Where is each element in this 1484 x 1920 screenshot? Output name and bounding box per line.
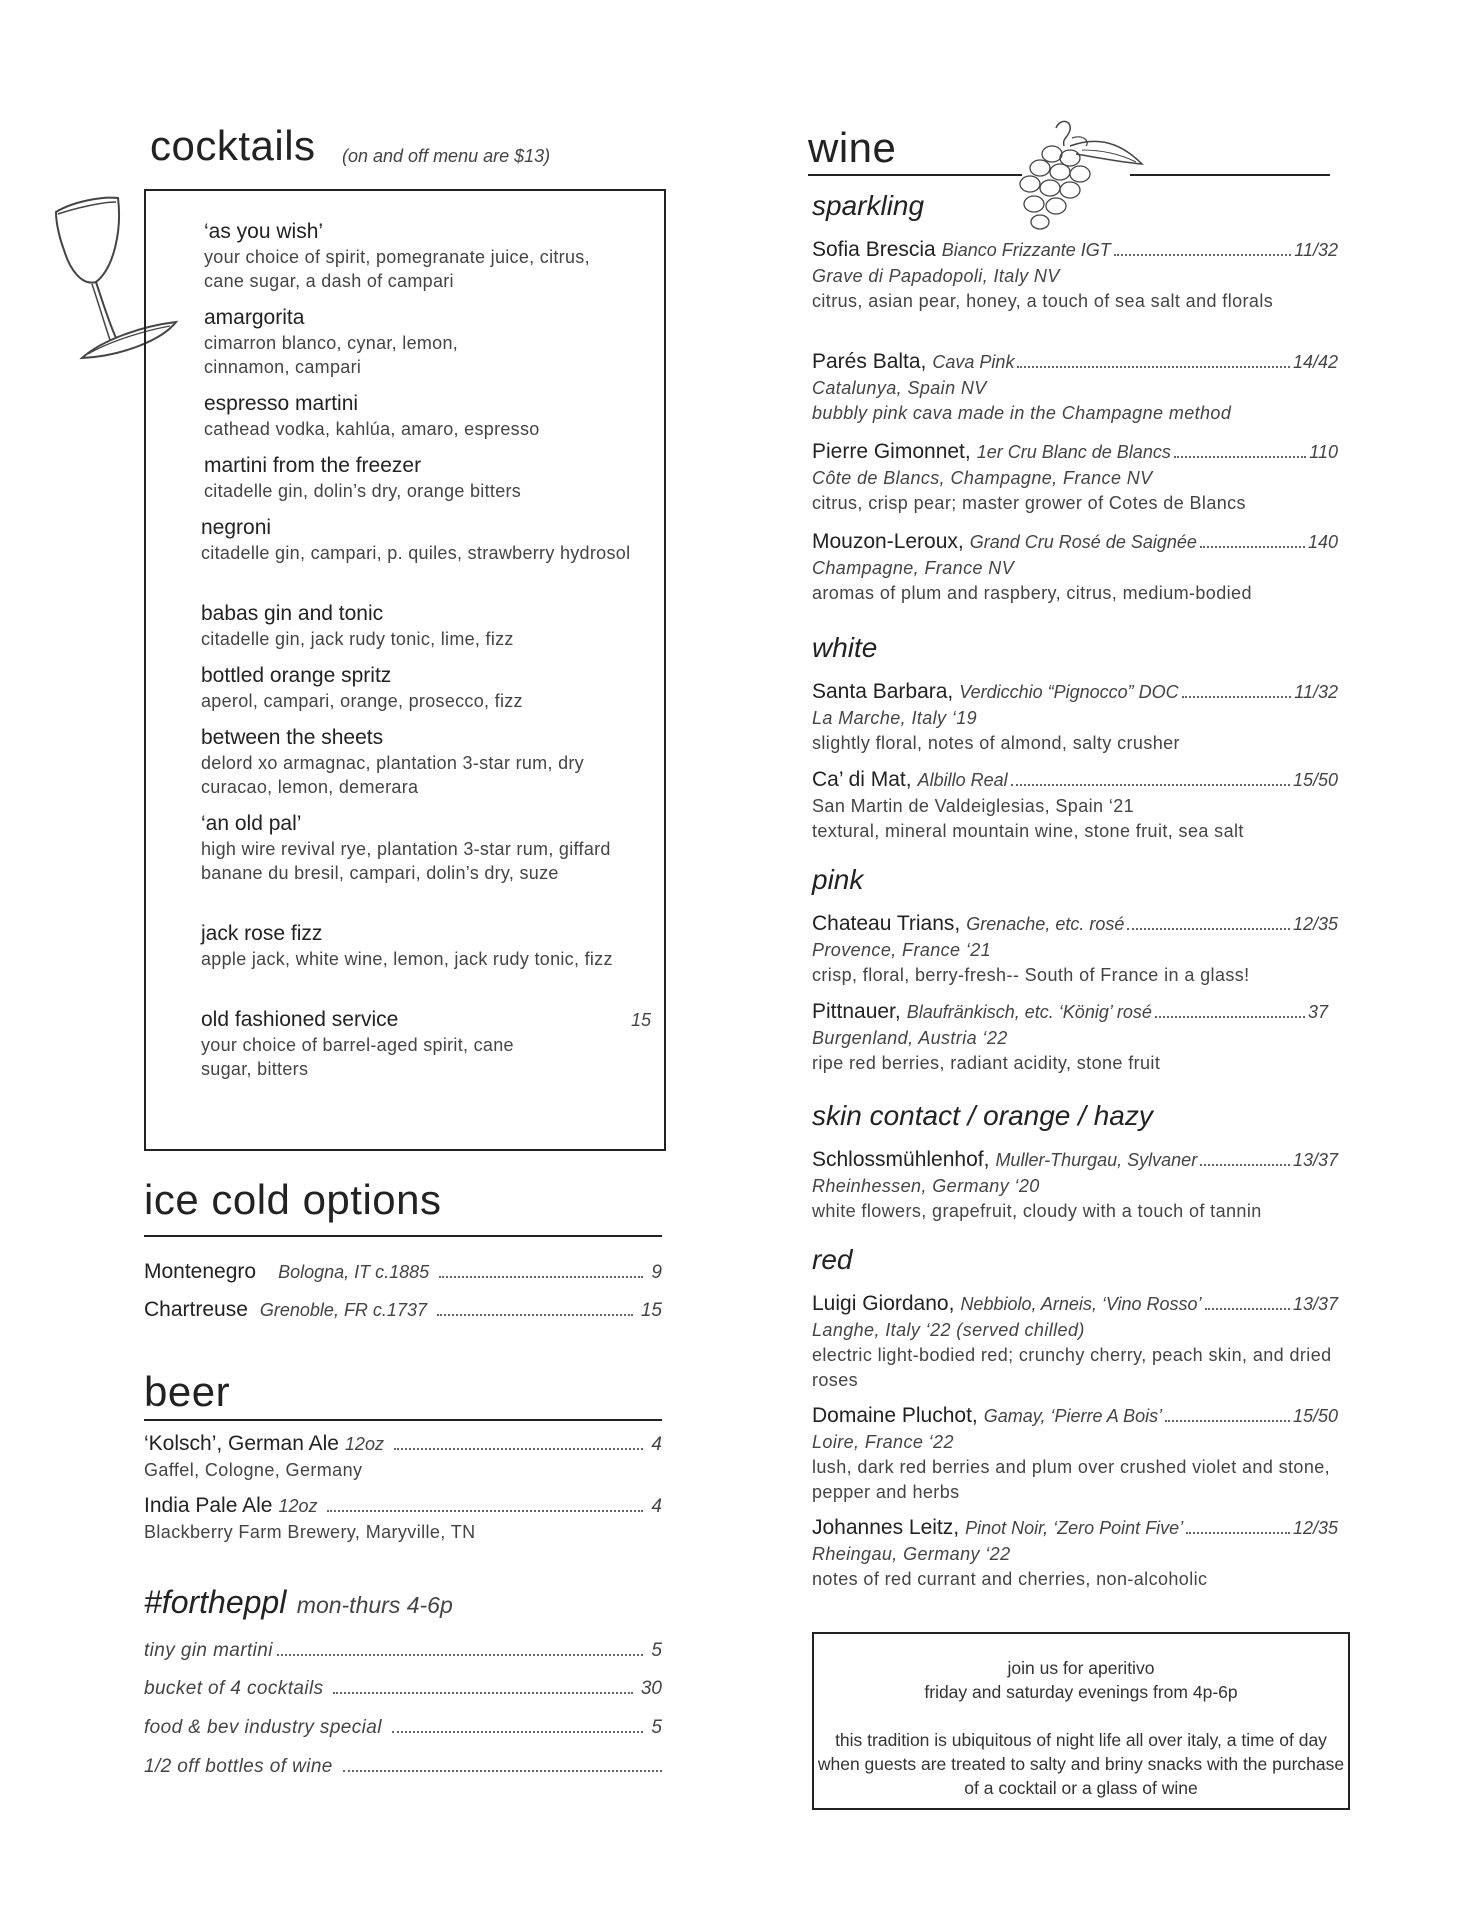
- wine-rule-left: [808, 174, 1022, 176]
- wine-name: Gamay, ‘Pierre A Bois’: [983, 1406, 1163, 1426]
- cocktail-desc: aperol, campari, orange, prosecco, fizz: [201, 691, 523, 711]
- wine-name: Muller-Thurgau, Sylvaner: [995, 1150, 1198, 1170]
- cocktail-name: ‘an old pal’: [201, 812, 302, 835]
- cocktail-item: [204, 391, 624, 441]
- wine-notes: slightly floral, notes of almond, salty crusher: [812, 733, 1180, 753]
- wine-notes: white flowers, grapefruit, cloudy with a touch of tannin: [812, 1201, 1262, 1221]
- ice-cold-rule: [144, 1235, 662, 1237]
- beer-rule: [144, 1419, 662, 1421]
- cocktail-item: [204, 219, 624, 293]
- wine-notes: ripe red berries, radiant acidity, stone fruit: [812, 1053, 1161, 1073]
- wine-region: La Marche, Italy ‘19: [812, 708, 978, 728]
- beer-brewery: Gaffel, Cologne, Germany: [144, 1460, 363, 1480]
- wine-price: 140: [1307, 532, 1338, 552]
- cocktail-name: ‘as you wish’: [204, 220, 324, 243]
- wine-price: 13/37: [1292, 1294, 1338, 1314]
- cocktail-desc: citadelle gin, campari, p. quiles, strawberry hydrosol: [201, 543, 631, 563]
- spirit-origin: Grenoble, FR c.1737: [259, 1300, 427, 1320]
- cocktail-item: [201, 725, 621, 799]
- wine-name: Grand Cru Rosé de Saignée: [969, 532, 1197, 552]
- cocktails-box: [144, 189, 666, 1151]
- beer-brewery: Blackberry Farm Brewery, Maryville, TN: [144, 1522, 476, 1542]
- dotted-leader: [392, 1731, 644, 1733]
- wine-producer: Chateau Trians,: [812, 912, 961, 935]
- wine-notes: citrus, asian pear, honey, a touch of sea salt and florals: [812, 291, 1274, 311]
- dotted-leader: [1017, 366, 1290, 368]
- cocktail-desc: high wire revival rye, plantation 3-star rum, giffard banane du bresil, campari, dolin’s dry, suze: [201, 839, 611, 883]
- cocktail-desc: citadelle gin, jack rudy tonic, lime, fizz: [201, 629, 514, 649]
- wine-price: 15/50: [1292, 1406, 1338, 1426]
- spirit-price: 15: [640, 1300, 662, 1321]
- wine-producer: Johannes Leitz,: [812, 1516, 960, 1539]
- cocktail-name: babas gin and tonic: [201, 602, 384, 625]
- special-price: 5: [651, 1717, 662, 1738]
- wine-producer: Schlossmühlenhof,: [812, 1148, 990, 1171]
- wine-entry: [812, 1146, 1338, 1224]
- wine-region: Champagne, France NV: [812, 558, 1015, 578]
- wine-notes: notes of red currant and cherries, non-alcoholic: [812, 1569, 1208, 1589]
- beer-item: [144, 1494, 662, 1518]
- fortheppl-subtitle: mon-thurs 4-6p: [296, 1592, 453, 1618]
- wine-name: Bianco Frizzante IGT: [941, 240, 1111, 260]
- dotted-leader: [1155, 1016, 1305, 1018]
- wine-title: wine: [808, 124, 897, 171]
- wine-producer: Pittnauer,: [812, 1000, 901, 1023]
- beer-price: 4: [651, 1496, 662, 1517]
- wine-producer: Ca’ di Mat,: [812, 768, 912, 791]
- wine-notes: citrus, crisp pear; master grower of Cotes de Blancs: [812, 493, 1246, 513]
- cocktail-desc: cimarron blanco, cynar, lemon, cinnamon, campari: [204, 333, 459, 377]
- cocktail-item: [201, 601, 621, 651]
- wine-name: Cava Pink: [932, 352, 1015, 372]
- fortheppl-item: [144, 1717, 662, 1739]
- fortheppl-header: [144, 1584, 453, 1621]
- special-name: tiny gin martini: [144, 1640, 273, 1661]
- cocktail-item: [201, 921, 621, 971]
- wine-name: Pinot Noir, ‘Zero Point Five’: [965, 1518, 1184, 1538]
- wine-price: 13/37: [1292, 1150, 1338, 1170]
- wine-entry: [812, 236, 1338, 314]
- aperitivo-line2: friday and saturday evenings from 4p-6p: [924, 1682, 1238, 1702]
- dotted-leader: [1182, 696, 1292, 698]
- wine-producer: Domaine Pluchot,: [812, 1404, 978, 1427]
- cocktail-name: old fashioned service 15: [201, 1008, 651, 1031]
- wine-section-heading: white: [812, 632, 878, 663]
- cocktail-name: bottled orange spritz: [201, 664, 392, 687]
- wine-producer: Sofia Brescia: [812, 238, 936, 261]
- wine-name: Nebbiolo, Arneis, ‘Vino Rosso’: [960, 1294, 1202, 1314]
- beer-size: 12oz: [344, 1434, 384, 1454]
- dotted-leader: [1200, 1164, 1290, 1166]
- dotted-leader: [277, 1654, 644, 1656]
- wine-entry: [812, 1402, 1338, 1505]
- dotted-leader: [437, 1314, 633, 1316]
- wine-price: 15/50: [1292, 770, 1338, 790]
- wine-region: Rheingau, Germany ‘22: [812, 1544, 1011, 1564]
- cocktail-desc: citadelle gin, dolin’s dry, orange bitters: [204, 481, 522, 501]
- fortheppl-item: [144, 1640, 662, 1662]
- wine-producer: Santa Barbara,: [812, 680, 954, 703]
- wine-entry: [812, 998, 1328, 1076]
- cocktail-desc: cathead vodka, kahlúa, amaro, espresso: [204, 419, 540, 439]
- cocktail-name: jack rose fizz: [201, 922, 323, 945]
- cocktail-item: [201, 663, 621, 713]
- wine-notes: textural, mineral mountain wine, stone fruit, sea salt: [812, 821, 1244, 841]
- cocktail-item: [201, 515, 631, 565]
- beer-name: India Pale Ale: [144, 1494, 273, 1517]
- dotted-leader: [439, 1276, 643, 1278]
- ice-cold-title: ice cold options: [144, 1176, 442, 1223]
- wine-section-heading: sparkling: [812, 190, 925, 221]
- spirit-name: Chartreuse: [144, 1298, 248, 1321]
- dotted-leader: [1205, 1308, 1290, 1310]
- special-name: food & bev industry special: [144, 1717, 382, 1738]
- cocktail-item: [201, 1007, 651, 1081]
- special-name: 1/2 off bottles of wine: [144, 1756, 333, 1777]
- dotted-leader: [1114, 254, 1291, 256]
- wine-notes: aromas of plum and raspbery, citrus, medium-bodied: [812, 583, 1252, 603]
- wine-price: 11/32: [1294, 682, 1338, 702]
- wine-name: Grenache, etc. rosé: [966, 914, 1125, 934]
- cocktail-name: espresso martini: [204, 392, 359, 415]
- wine-producer: Luigi Giordano,: [812, 1292, 955, 1315]
- aperitivo-body: this tradition is ubiquitous of night life all over italy, a time of day when guests are treated to salty and briny snacks with the purchase of a cocktail or a glass of wine: [817, 1730, 1345, 1798]
- dotted-leader: [1011, 784, 1290, 786]
- cocktail-price: 15: [630, 1010, 651, 1030]
- wine-entry: [812, 438, 1338, 516]
- wine-notes: bubbly pink cava made in the Champagne method: [812, 403, 1232, 423]
- spirit-price: 9: [651, 1262, 662, 1283]
- wine-section-heading: skin contact / orange / hazy: [812, 1100, 1153, 1131]
- wine-entry: [812, 1514, 1338, 1592]
- cocktail-item: [201, 811, 621, 885]
- beer-size: 12oz: [278, 1496, 318, 1516]
- dotted-leader: [394, 1448, 643, 1450]
- spirit-origin: Bologna, IT c.1885: [278, 1262, 430, 1282]
- dotted-leader: [343, 1770, 662, 1772]
- dotted-leader: [1200, 546, 1305, 548]
- dotted-leader: [1174, 456, 1306, 458]
- wine-name: Blaufränkisch, etc. ‘König’ rosé: [906, 1002, 1152, 1022]
- wine-producer: Pierre Gimonnet,: [812, 440, 971, 463]
- fortheppl-item: [144, 1756, 662, 1778]
- wine-price: 37: [1307, 1002, 1328, 1022]
- dotted-leader: [1186, 1532, 1290, 1534]
- special-price: 30: [640, 1678, 662, 1699]
- beer-name: ‘Kolsch’, German Ale: [144, 1432, 339, 1455]
- beer-item: [144, 1432, 662, 1456]
- spirit-name: Montenegro: [144, 1260, 257, 1283]
- special-name: bucket of 4 cocktails: [144, 1678, 324, 1699]
- dotted-leader: [327, 1510, 643, 1512]
- cocktails-title: cocktails: [150, 122, 316, 169]
- cocktail-name: amargorita: [204, 306, 305, 329]
- wine-region: Catalunya, Spain NV: [812, 378, 987, 398]
- wine-notes: electric light-bodied red; crunchy cherry, peach skin, and dried roses: [812, 1345, 1332, 1390]
- cocktail-desc: apple jack, white wine, lemon, jack rudy tonic, fizz: [201, 949, 613, 969]
- cocktail-desc: delord xo armagnac, plantation 3-star rum, dry curacao, lemon, demerara: [201, 753, 584, 797]
- cocktail-name: between the sheets: [201, 726, 384, 749]
- wine-region: Burgenland, Austria ‘22: [812, 1028, 1008, 1048]
- wine-price: 11/32: [1294, 240, 1338, 260]
- wine-region: Provence, France ‘21: [812, 940, 992, 960]
- aperitivo-line1: join us for aperitivo: [1007, 1658, 1155, 1678]
- cocktail-name: negroni: [201, 516, 272, 539]
- wine-price: 12/35: [1292, 1518, 1338, 1538]
- cocktail-name: martini from the freezer: [204, 454, 422, 477]
- wine-entry: [812, 348, 1338, 426]
- wine-name: Verdicchio “Pignocco” DOC: [959, 682, 1179, 702]
- ice-cold-item: [144, 1260, 662, 1284]
- ice-cold-item: [144, 1298, 662, 1322]
- cocktails-price-note: (on and off menu are $13): [342, 146, 551, 166]
- wine-region: Rheinhessen, Germany ‘20: [812, 1176, 1040, 1196]
- wine-name: 1er Cru Blanc de Blancs: [976, 442, 1171, 462]
- wine-region: San Martin de Valdeiglesias, Spain ‘21: [812, 796, 1135, 816]
- aperitivo-box: [812, 1632, 1350, 1810]
- wine-notes: lush, dark red berries and plum over crushed violet and stone, pepper and herbs: [812, 1457, 1331, 1502]
- cocktail-item: [204, 453, 624, 503]
- wine-region: Grave di Papadopoli, Italy NV: [812, 266, 1060, 286]
- wine-section-heading: pink: [812, 864, 864, 895]
- fortheppl-item: [144, 1678, 662, 1700]
- wine-price: 14/42: [1292, 352, 1338, 372]
- wine-entry: [812, 1290, 1338, 1393]
- dotted-leader: [1165, 1420, 1290, 1422]
- wine-entry: [812, 678, 1338, 756]
- wine-producer: Parés Balta,: [812, 350, 927, 373]
- wine-rule-right: [1130, 174, 1330, 176]
- wine-entry: [812, 766, 1338, 844]
- wine-notes: crisp, floral, berry-fresh-- South of France in a glass!: [812, 965, 1250, 985]
- wine-region: Côte de Blancs, Champagne, France NV: [812, 468, 1153, 488]
- wine-name: Albillo Real: [917, 770, 1008, 790]
- wine-producer: Mouzon-Leroux,: [812, 530, 964, 553]
- beer-price: 4: [651, 1434, 662, 1455]
- wine-section-heading: red: [812, 1244, 853, 1275]
- wine-price: 12/35: [1292, 914, 1338, 934]
- fortheppl-title: #fortheppl: [144, 1584, 287, 1620]
- dotted-leader: [1127, 928, 1290, 930]
- grapes-icon: [1012, 116, 1152, 234]
- wine-price: 110: [1309, 442, 1338, 462]
- cocktail-item: [204, 305, 624, 379]
- dotted-leader: [333, 1692, 632, 1694]
- special-price: 5: [651, 1640, 662, 1661]
- wine-region: Loire, France ‘22: [812, 1432, 954, 1452]
- wine-region: Langhe, Italy ‘22 (served chilled): [812, 1320, 1085, 1340]
- cocktail-desc: your choice of spirit, pomegranate juice, citrus, cane sugar, a dash of campari: [204, 247, 590, 291]
- cocktail-desc: your choice of barrel-aged spirit, cane sugar, bitters: [201, 1035, 514, 1079]
- wine-entry: [812, 528, 1338, 606]
- beer-title: beer: [144, 1368, 231, 1415]
- wine-entry: [812, 910, 1338, 988]
